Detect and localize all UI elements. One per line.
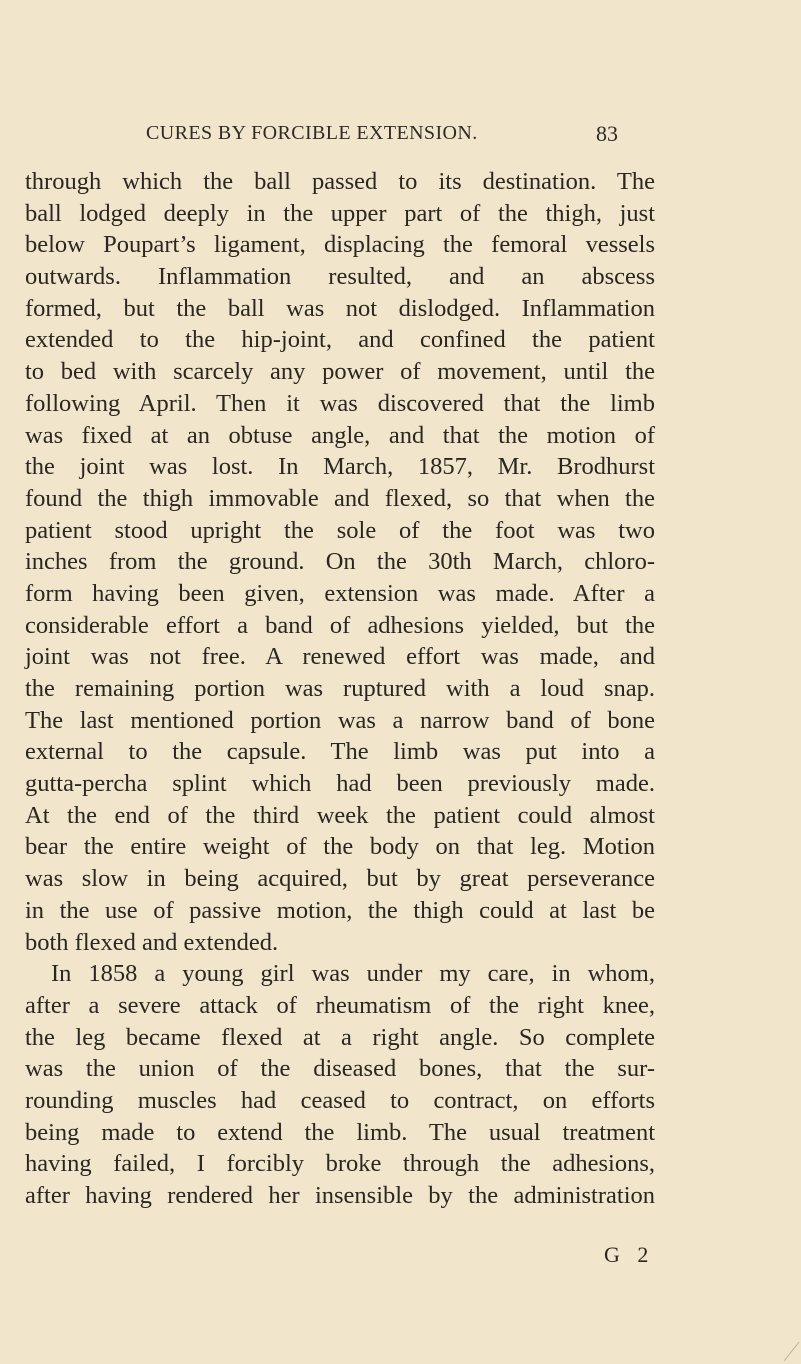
- page-number: 83: [596, 121, 618, 146]
- text-line: outwards. Inflammation resulted, and an abscess: [25, 263, 655, 291]
- text-line: patient stood upright the sole of the foot was two: [25, 516, 655, 544]
- running-head: CURES BY FORCIBLE EXTENSION.: [146, 122, 478, 144]
- text-line: considerable effort a band of adhesions yielded, but the: [25, 611, 655, 639]
- text-line: form having been given, extension was made. After a: [25, 579, 655, 607]
- text-line: to bed with scarcely any power of movement, until the: [25, 358, 655, 386]
- text-line: in the use of passive motion, the thigh could at last be: [25, 896, 655, 924]
- text-line: below Poupart’s ligament, displacing the femoral vessels: [25, 231, 655, 259]
- text-line: the remaining portion was ruptured with a loud snap.: [25, 675, 655, 702]
- paragraph-start-line: In 1858 a young girl was under my care, in whom,: [51, 960, 655, 988]
- text-line: joint was not free. A renewed effort was made, and: [25, 643, 655, 671]
- text-line: ball lodged deeply in the upper part of the thigh, just: [25, 199, 655, 227]
- text-line: the leg became flexed at a right angle. So complete: [25, 1023, 655, 1051]
- text-line: after a severe attack of rheumatism of the right knee,: [25, 991, 655, 1019]
- text-line: was the union of the diseased bones, that the sur-: [25, 1055, 655, 1083]
- text-line: was fixed at an obtuse angle, and that the motion of: [25, 421, 655, 449]
- text-line: inches from the ground. On the 30th March, chloro-: [25, 548, 655, 576]
- text-line: having failed, I forcibly broke through the adhesions,: [25, 1150, 655, 1178]
- page-corner-crease-icon: [782, 1338, 800, 1362]
- text-line: external to the capsule. The limb was put into a: [25, 738, 655, 766]
- text-line: At the end of the third week the patient could almost: [25, 801, 655, 829]
- text-line: found the thigh immovable and flexed, so that when the: [25, 484, 655, 512]
- body-text: [25, 166, 655, 1212]
- text-line: extended to the hip-joint, and confined the patient: [25, 326, 655, 354]
- paragraph-end-line: both flexed and extended.: [25, 928, 279, 956]
- text-line: rounding muscles had ceased to contract, on efforts: [25, 1086, 655, 1114]
- text-line: bear the entire weight of the body on that leg. Motion: [25, 833, 655, 861]
- text-line: The last mentioned portion was a narrow band of bone: [25, 706, 655, 734]
- text-line: following April. Then it was discovered that the limb: [25, 389, 655, 417]
- text-line: after having rendered her insensible by the administration: [25, 1182, 655, 1209]
- text-line: the joint was lost. In March, 1857, Mr. Brodhurst: [25, 453, 655, 481]
- signature-mark: G 2: [604, 1242, 655, 1267]
- text-line: formed, but the ball was not dislodged. Inflammation: [25, 294, 655, 322]
- text-line: was slow in being acquired, but by great perseverance: [25, 865, 655, 893]
- text-line: gutta-percha splint which had been previously made.: [25, 770, 655, 798]
- text-line: through which the ball passed to its destination. The: [25, 168, 655, 195]
- text-line: being made to extend the limb. The usual treatment: [25, 1118, 655, 1146]
